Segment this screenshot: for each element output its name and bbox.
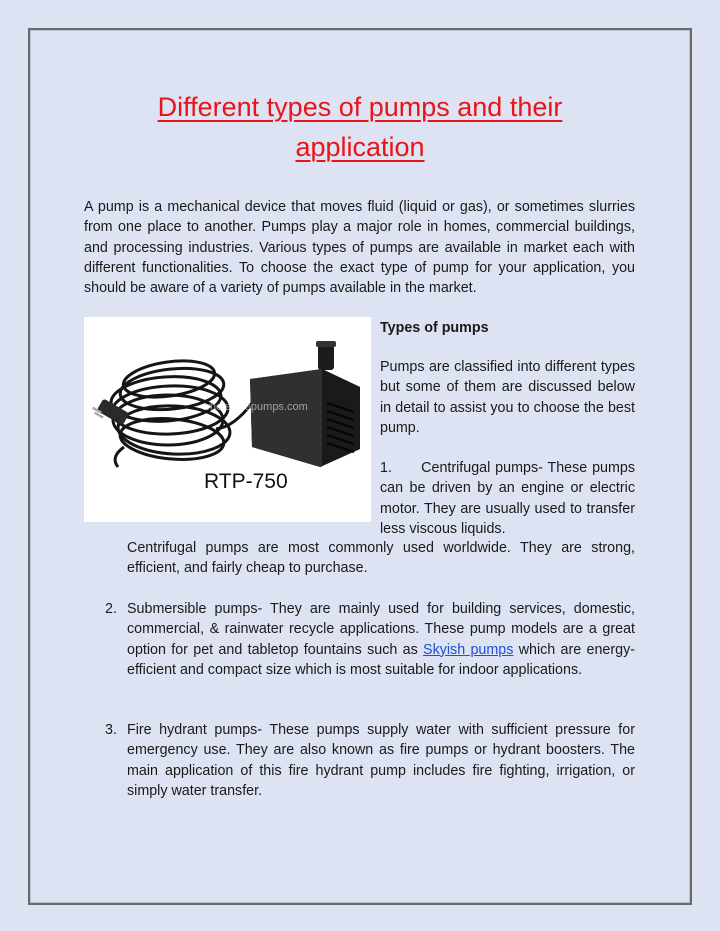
pump-watermark: wholesalepumps.com <box>202 401 308 413</box>
list-item-3-number: 3. <box>105 722 117 738</box>
list-item-2-number: 2. <box>105 601 117 617</box>
pump-model-label: RTP-750 <box>204 470 288 493</box>
list-item-1-part-a <box>380 458 635 539</box>
title-line-1: Different types of pumps and their <box>157 92 563 122</box>
title-line-2: application <box>295 132 425 162</box>
list-item-1-text-a: Centrifugal pumps- These pumps can be driven by an engine or electric motor. They are usually used to transfer less viscous liquids. <box>380 460 635 537</box>
page-title <box>0 87 720 167</box>
list-item-1-part-b: Centrifugal pumps are most commonly used worldwide. They are strong, efficient, and fairly cheap to purchase. <box>127 540 635 577</box>
types-description: Pumps are classified into different types but some of them are discussed below in detail to assist you to choose the best pump. <box>380 359 635 436</box>
types-heading: Types of pumps <box>380 320 489 336</box>
list-item-1-number: 1. <box>380 460 392 476</box>
list-item-2-text-after: which are energy-efficient and compact size which is most suitable for indoor applications. <box>127 641 636 678</box>
list-item-2 <box>127 599 635 680</box>
pump-image <box>84 317 371 522</box>
list-item-3: Fire hydrant pumps- These pumps supply water with sufficient pressure for emergency use. They are also known as fire pumps or hydrant boosters. The main application of this fire hydrant pump includes fire fighting, irrigation, or simply water transfer. <box>127 722 635 799</box>
list-item-2-text-before: Submersible pumps- They are mainly used for building services, domestic, commercial, & rainwater recycle applications. These pump models are a great option for pet and tabletop fountains such as <box>127 601 635 658</box>
intro-paragraph: A pump is a mechanical device that moves fluid (liquid or gas), or sometimes slurries from one place to another. Pumps play a major role in homes, commercial buildings, and processing industries. Various types of pumps are available in market each with different functionalities. To choose the exact type of pump for your application, you should be aware of a variety of pumps available in the market. <box>84 199 635 297</box>
skyish-pumps-link[interactable]: Skyish pumps <box>423 641 514 658</box>
